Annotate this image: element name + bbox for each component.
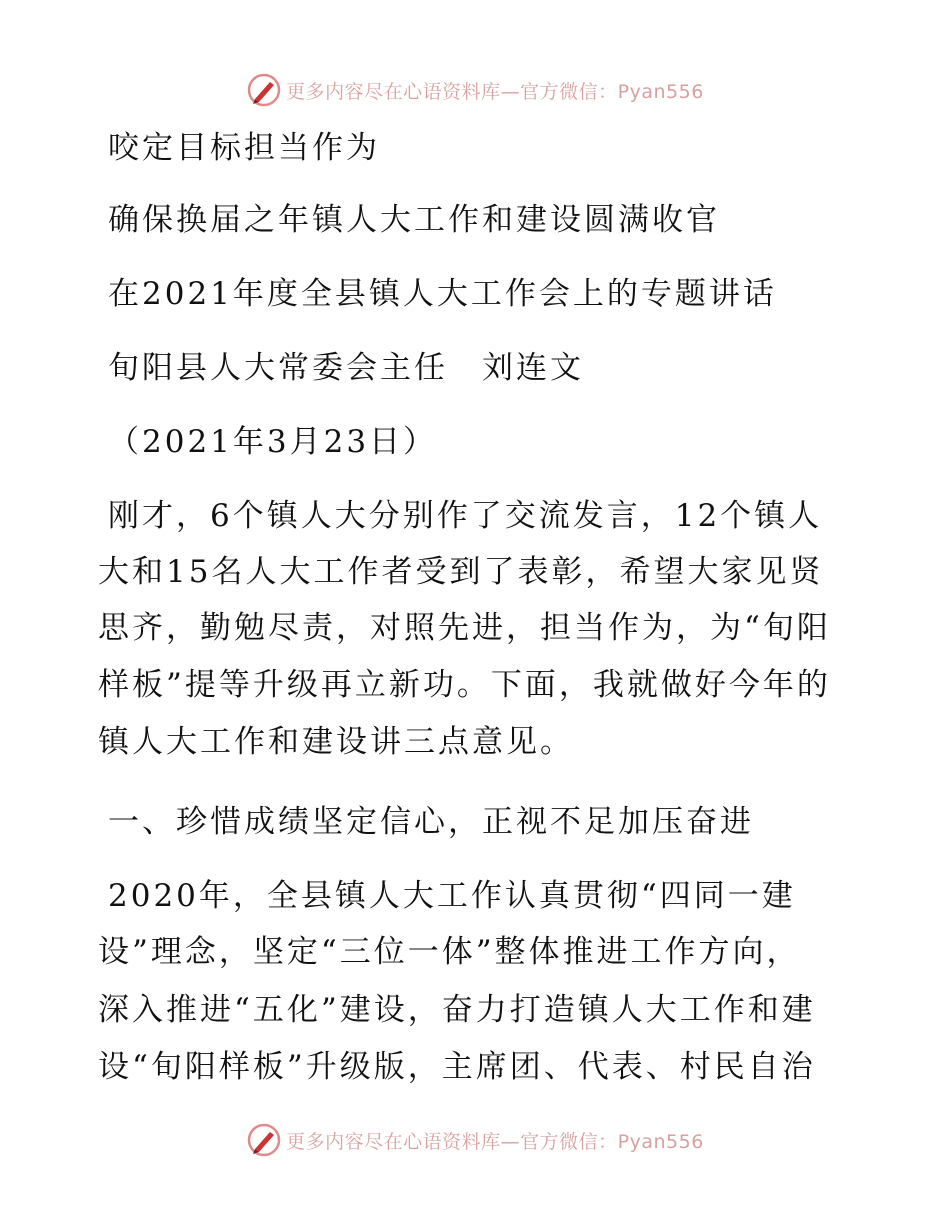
watermark-text: 更多内容尽在心语资料库—官方微信：Pyan556	[286, 1130, 704, 1153]
paragraph-line: 刚才，6个镇人大分别作了交流发言，12个镇人	[108, 498, 823, 534]
pen-logo-icon	[246, 1122, 282, 1158]
paragraph-line: 镇人大工作和建设讲三点意见。	[98, 724, 574, 760]
paragraph-line: 样板”提等升级再立新功。下面，我就做好今年的	[98, 667, 831, 703]
speech-occasion: 在2021年度全县镇人大工作会上的专题讲话	[108, 276, 777, 312]
speaker-line: 旬阳县人大常委会主任 刘连文	[108, 350, 584, 386]
watermark-banner-top	[0, 70, 950, 110]
doc-subtitle: 确保换届之年镇人大工作和建设圆满收官	[108, 202, 720, 238]
paragraph-line: 大和15名人大工作者受到了表彰，希望大家见贤	[98, 554, 824, 590]
section-heading: 一、珍惜成绩坚定信心，正视不足加压奋进	[108, 804, 754, 840]
watermark-banner-bottom	[0, 1120, 950, 1160]
paragraph-line: 设“旬阳样板”升级版，主席团、代表、村民自治	[98, 1049, 816, 1085]
watermark-text: 更多内容尽在心语资料库—官方微信：Pyan556	[286, 80, 704, 103]
paragraph-line: 思齐，勤勉尽责，对照先进，担当作为，为“旬阳	[98, 610, 831, 646]
speech-date: （2021年3月23日）	[108, 424, 438, 460]
doc-title: 咬定目标担当作为	[108, 130, 380, 166]
paragraph-line: 2020年，全县镇人大工作认真贯彻“四同一建	[108, 878, 796, 914]
pen-logo-icon	[246, 72, 282, 108]
paragraph-line: 设”理念，坚定“三位一体”整体推进工作方向，	[98, 934, 801, 970]
paragraph-line: 深入推进“五化”建设，奋力打造镇人大工作和建	[98, 992, 816, 1028]
